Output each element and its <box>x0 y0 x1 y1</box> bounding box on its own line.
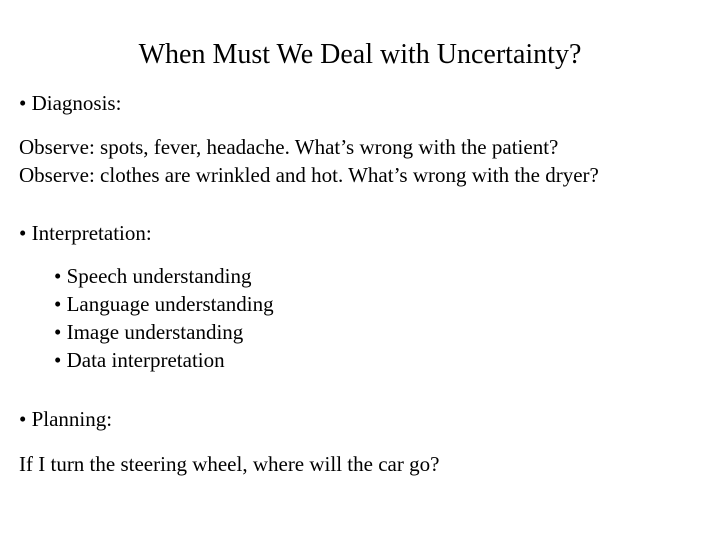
interpretation-heading: • Interpretation: <box>19 221 152 245</box>
diagnosis-line-1: Observe: spots, fever, headache. What’s wrong with the patient? <box>19 135 559 159</box>
interpretation-item-language: • Language understanding <box>54 292 274 316</box>
diagnosis-line-2: Observe: clothes are wrinkled and hot. What’s wrong with the dryer? <box>19 163 599 187</box>
slide-title: When Must We Deal with Uncertainty? <box>138 39 582 70</box>
interpretation-item-image: • Image understanding <box>54 320 244 344</box>
planning-line-1: If I turn the steering wheel, where will the car go? <box>19 452 440 476</box>
diagnosis-heading: • Diagnosis: <box>19 91 122 115</box>
interpretation-item-data: • Data interpretation <box>54 348 225 372</box>
planning-heading: • Planning: <box>19 407 113 431</box>
interpretation-item-speech: • Speech understanding <box>54 264 252 288</box>
